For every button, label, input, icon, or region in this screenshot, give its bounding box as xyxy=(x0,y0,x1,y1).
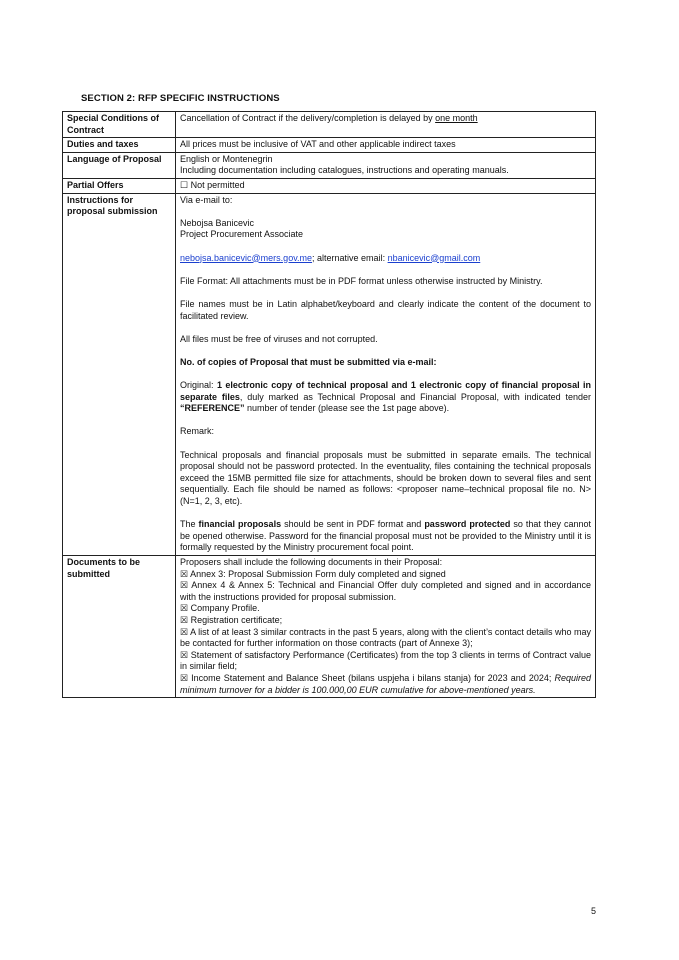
technical-proposal-text: Technical proposals and financial proposals must be submitted in separate emails. The technical proposal should not be password protected. In the eventuality, files containing the technical proposals exceed the 15MB permitted file size for attachments, should be broken down to several files and sent sequentially. Each file should be named as follows: <proposer name–technical proposal file no. N> (N=1, 2, 3, etc). xyxy=(180,449,591,506)
row-value-language xyxy=(176,152,596,178)
row-value-duties: All prices must be inclusive of VAT and other applicable indirect taxes xyxy=(176,138,596,153)
language-line-1: English or Montenegrin xyxy=(180,153,273,164)
remark-label: Remark: xyxy=(180,426,215,437)
table-row xyxy=(63,152,596,178)
row-value-instructions xyxy=(176,193,596,555)
original-bold: 1 electronic copy of technical proposal and 1 electronic copy of financial proposal in separate files xyxy=(180,380,591,402)
table-row xyxy=(63,112,596,138)
document-item-text: Statement of satisfactory Performance (Certificates) from the top 3 clients in terms of Contract value in similar field; xyxy=(180,649,591,672)
primary-email-link[interactable]: nebojsa.banicevic@mers.gov.me xyxy=(180,252,313,263)
empty-checkbox-icon: ☐ xyxy=(180,179,189,190)
list-item xyxy=(180,580,591,603)
checked-checkbox-icon: ☒ xyxy=(180,649,189,660)
document-item-text: Income Statement and Balance Sheet (bilans uspjeha i bilans stanja) for 2023 and 2024; xyxy=(191,672,555,683)
file-names-text: File names must be in Latin alphabet/keyboard and clearly indicate the content of the document to facilitated review. xyxy=(180,298,591,321)
alternative-email-link[interactable]: nbanicevic@gmail.com xyxy=(387,252,481,263)
copies-heading xyxy=(180,357,591,369)
list-item xyxy=(180,627,591,650)
language-line-2: Including documentation including catalogues, instructions and operating manuals. xyxy=(180,165,509,176)
list-item xyxy=(180,673,591,696)
document-item-text: Company Profile. xyxy=(190,603,260,614)
document-item-text: A list of at least 3 similar contracts in the past 5 years, along with the client’s contact details who may be contacted for further information on those contracts (part of Annexe 3); xyxy=(180,626,591,649)
row-label-duties: Duties and taxes xyxy=(63,138,176,153)
copies-heading-text: No. of copies of Proposal that must be submitted via e-mail: xyxy=(180,356,437,367)
turnover-requirement: Required minimum turnover for a bidder is 100.000,00 EUR cumulative for above-mentioned years. xyxy=(180,672,591,695)
row-label-special-conditions: Special Conditions of Contract xyxy=(63,112,176,138)
row-value-documents xyxy=(176,555,596,697)
checked-checkbox-icon: ☒ xyxy=(180,672,189,683)
document-item-text: Registration certificate; xyxy=(190,614,283,625)
fin-part-3: so that they cannot be opened otherwise. Password for the financial proposal must not be provided to the Ministry until it is formally requested by the Ministry procurement focal point. xyxy=(180,519,591,553)
original-copies-text xyxy=(180,380,591,415)
table-row xyxy=(63,178,596,193)
row-label-instructions: Instructions for proposal submission xyxy=(63,193,176,555)
checked-checkbox-icon: ☒ xyxy=(180,614,189,625)
partial-offers-text: Not permitted xyxy=(190,179,245,190)
list-item xyxy=(180,650,591,673)
contact-role: Project Procurement Associate xyxy=(180,229,304,240)
list-item xyxy=(180,615,591,627)
checked-checkbox-icon: ☒ xyxy=(180,603,189,614)
fin-part-2: should be sent in PDF format and xyxy=(281,519,425,530)
documents-intro: Proposers shall include the following documents in their Proposal: xyxy=(180,556,443,567)
alternative-email-text: ; alternative email: xyxy=(312,252,388,263)
reference-label: “REFERENCE” xyxy=(180,403,245,414)
table-row xyxy=(63,193,596,555)
checked-checkbox-icon: ☒ xyxy=(180,568,189,579)
section-title: SECTION 2: RFP SPECIFIC INSTRUCTIONS xyxy=(81,93,280,104)
original-end: number of tender (please see the 1st page above). xyxy=(244,403,450,414)
fin-part-1: The xyxy=(180,519,199,530)
original-mid: , duly marked as Technical Proposal and Financial Proposal, with indicated tender xyxy=(239,391,591,402)
row-value-partial-offers xyxy=(176,178,596,193)
contact-name: Nebojsa Banicevic xyxy=(180,217,255,228)
table-row xyxy=(63,555,596,697)
fin-bold-1: financial proposals xyxy=(198,519,282,530)
document-item-text: Annex 4 & Annex 5: Technical and Financial Offer duly completed and signed and in accordance with the instructions provided for proposal submission. xyxy=(180,580,591,602)
table-row xyxy=(63,138,596,153)
document-item-text: Annex 3: Proposal Submission Form duly completed and signed xyxy=(190,568,446,579)
viruses-text: All files must be free of viruses and not corrupted. xyxy=(180,333,378,344)
page-number: 5 xyxy=(591,906,597,916)
rfp-instructions-table xyxy=(62,111,596,698)
fin-bold-2: password protected xyxy=(424,519,511,530)
special-conditions-period: one month xyxy=(435,113,478,123)
contact-emails xyxy=(180,253,591,265)
checked-checkbox-icon: ☒ xyxy=(180,626,189,637)
financial-proposal-text xyxy=(180,519,591,554)
list-item xyxy=(180,569,591,581)
row-label-partial-offers: Partial Offers xyxy=(63,178,176,193)
row-value-special-conditions xyxy=(176,112,596,138)
row-label-documents: Documents to be submitted xyxy=(63,555,176,697)
file-format-text: File Format: All attachments must be in PDF format unless otherwise instructed by Ministry. xyxy=(180,275,543,286)
via-email-text: Via e-mail to: xyxy=(180,194,233,205)
checked-checkbox-icon: ☒ xyxy=(180,580,189,591)
row-label-language: Language of Proposal xyxy=(63,152,176,178)
special-conditions-text: Cancellation of Contract if the delivery/completion is delayed by xyxy=(180,113,436,123)
list-item xyxy=(180,603,591,615)
original-prefix: Original: xyxy=(180,380,217,391)
